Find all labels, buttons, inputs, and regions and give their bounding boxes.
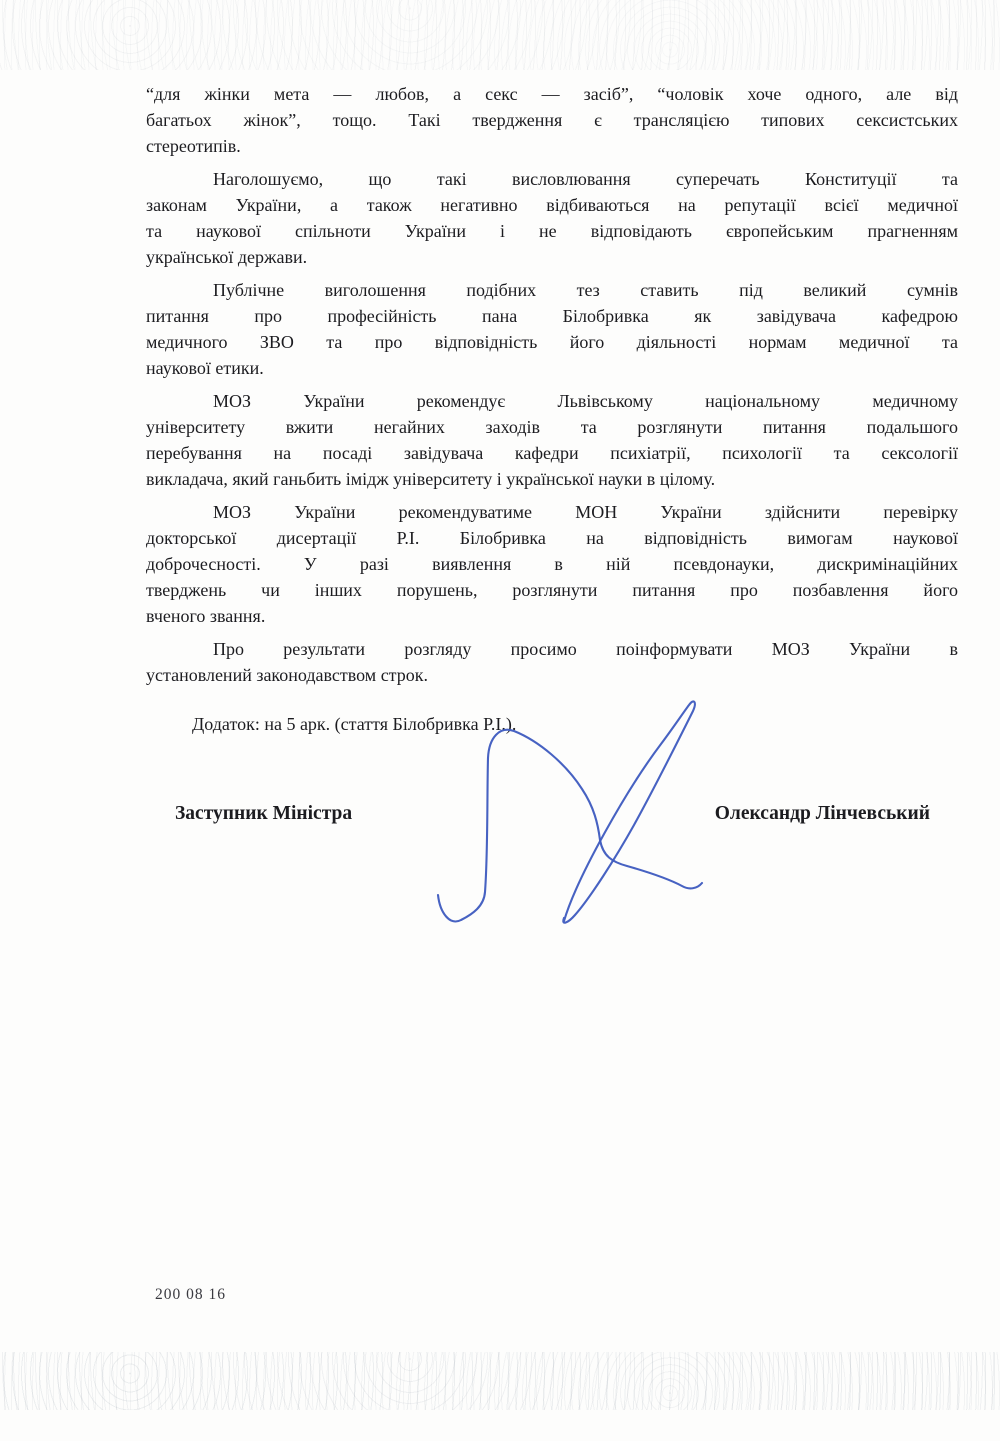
attachment-line: Додаток: на 5 арк. (стаття Білобривка Р.І.). bbox=[192, 714, 517, 734]
body-line: установлений законодавством строк. bbox=[146, 665, 429, 685]
letter-body bbox=[146, 81, 958, 688]
body-line: доброчесності. У разі виявлення в ній псевдонауки, дискримінаційних bbox=[146, 554, 958, 574]
paragraph bbox=[146, 388, 958, 492]
signature-stroke-left bbox=[438, 730, 702, 922]
body-line: МОЗ України рекомендує Львівському національному медичному bbox=[213, 391, 958, 411]
scan-noise-bottom bbox=[0, 1352, 1000, 1410]
body-line: університету вжити негайних заходів та розглянути питання подальшого bbox=[146, 417, 958, 437]
paragraph bbox=[146, 81, 958, 159]
handwritten-signature bbox=[420, 688, 720, 938]
body-line: медичного ЗВО та про відповідність його діяльності нормам медичної та bbox=[146, 332, 958, 352]
body-line: докторської дисертації Р.І. Білобривка на відповідність вимогам наукової bbox=[146, 528, 958, 548]
body-line: наукової етики. bbox=[146, 358, 264, 378]
body-line: питання про професійність пана Білобривка як завідувача кафедрою bbox=[146, 306, 958, 326]
paragraph bbox=[146, 499, 958, 629]
footer-code: 200 08 16 bbox=[155, 1286, 226, 1303]
body-line: тверджень чи інших порушень, розглянути питання про позбавлення його bbox=[146, 580, 958, 600]
body-line: Публічне виголошення подібних тез ставить під великий сумнів bbox=[213, 280, 958, 300]
body-line: української держави. bbox=[146, 247, 308, 267]
signer-name: Олександр Лінчевський bbox=[714, 803, 930, 824]
body-line: багатьох жінок”, тощо. Такі твердження є трансляцією типових сексистських bbox=[146, 110, 958, 130]
paragraph bbox=[146, 166, 958, 270]
signer-position: Заступник Міністра bbox=[175, 803, 353, 824]
scan-noise-top bbox=[0, 0, 1000, 70]
paragraph bbox=[146, 636, 958, 688]
body-line: та наукової спільноти України і не відповідають європейським прагненням bbox=[146, 221, 958, 241]
body-line: Наголошуємо, що такі висловлювання суперечать Конституції та bbox=[213, 169, 958, 189]
body-line: МОЗ України рекомендуватиме МОН України здійснити перевірку bbox=[213, 502, 958, 522]
body-line: викладача, який ганьбить імідж університету і української науки в цілому. bbox=[146, 469, 716, 489]
signature-stroke-loop bbox=[563, 701, 695, 922]
body-line: вченого звання. bbox=[146, 606, 266, 626]
body-line: “для жінки мета — любов, а секс — засіб”, “чоловік хоче одного, але від bbox=[146, 84, 958, 104]
paragraph bbox=[146, 277, 958, 381]
body-line: законам України, а також негативно відбиваються на репутації всієї медичної bbox=[146, 195, 958, 215]
body-line: стереотипів. bbox=[146, 136, 241, 156]
body-line: Про результати розгляду просимо поінформувати МОЗ України в bbox=[213, 639, 958, 659]
body-line: перебування на посаді завідувача кафедри психіатрії, психології та сексології bbox=[146, 443, 958, 463]
